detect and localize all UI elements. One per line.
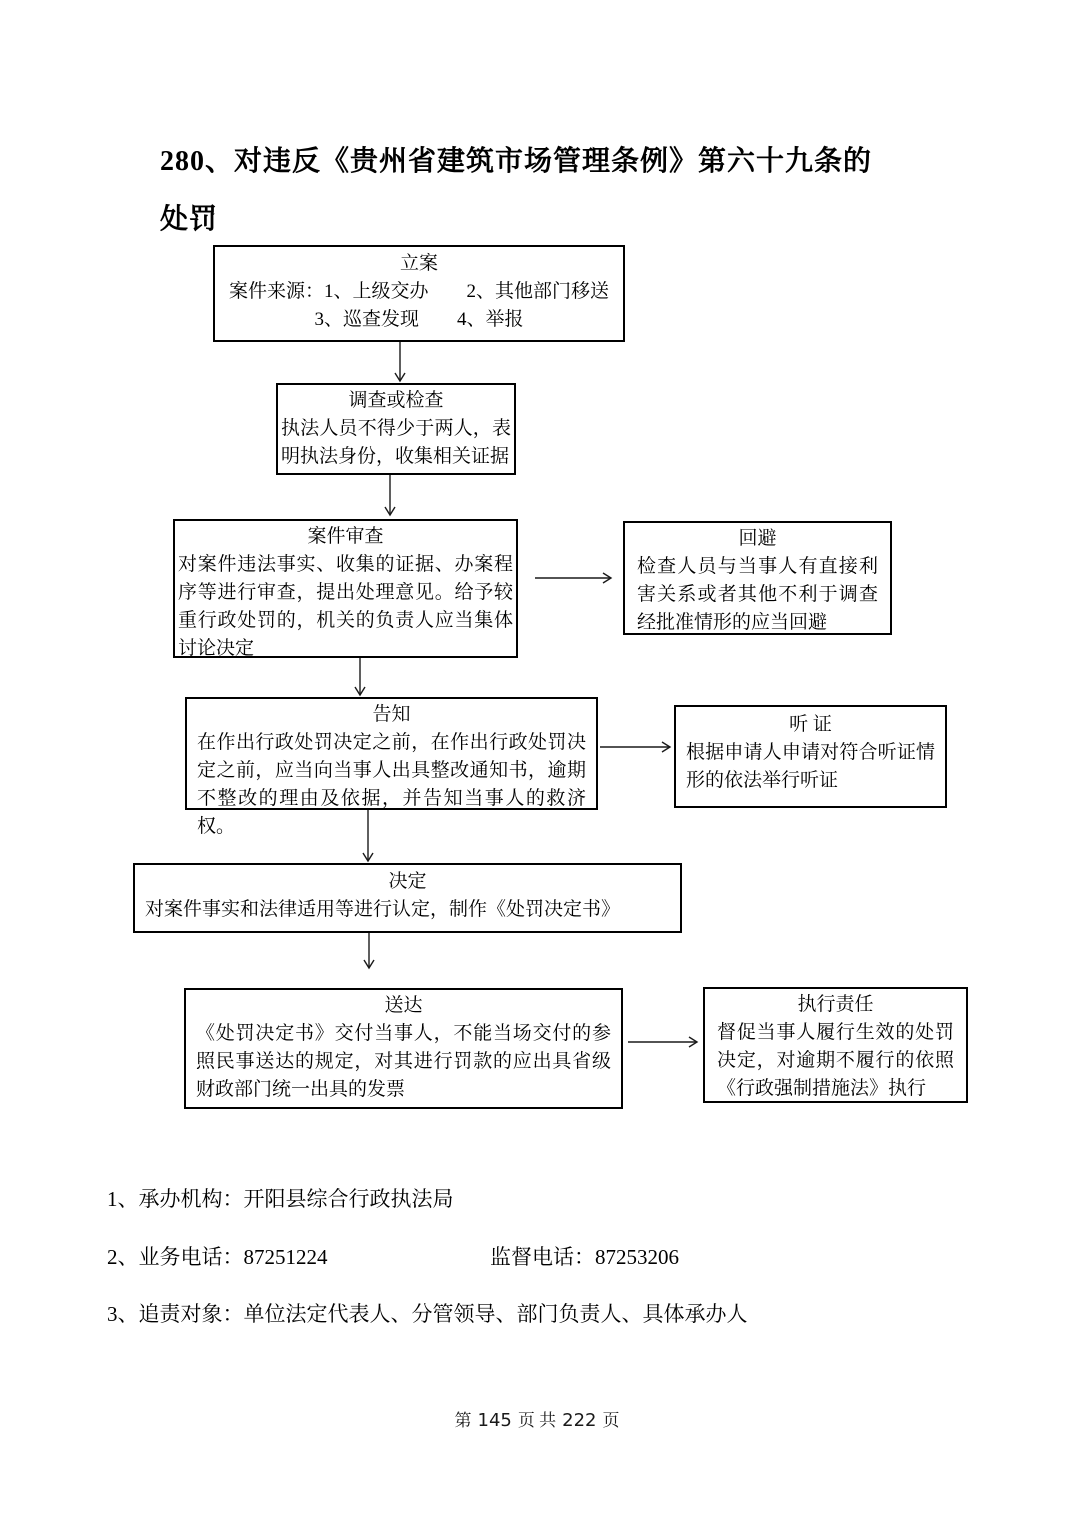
box-body-investigation: 执法人员不得少于两人，表明执法身份，收集相关证据 <box>281 418 511 467</box>
arrow-down-filing-to-investigation-icon <box>393 342 407 383</box>
box-body-recusal: 检查人员与当事人有直接利害关系或者其他不利于调查经批准情形的应当回避 <box>637 556 878 633</box>
flowchart-box-filing <box>213 245 625 342</box>
box-title-filing: 立案 <box>399 253 438 274</box>
flowchart-box-enforcement <box>703 987 968 1103</box>
flowchart-box-investigation <box>276 383 516 475</box>
arrow-right-review-to-recusal-icon <box>535 571 613 585</box>
flowchart-box-notification <box>185 697 598 837</box>
page-number <box>0 1406 1074 1431</box>
arrow-right-delivery-to-enforcement-icon <box>628 1035 699 1049</box>
page-number-suffix: 页 <box>602 1411 620 1430</box>
box-title-case-review: 案件审查 <box>307 526 384 547</box>
flowchart-box-hearing <box>674 705 947 808</box>
flowchart-box-decision <box>133 863 682 933</box>
box-body-case-review: 对案件违法事实、收集的证据、办案程序等进行审查，提出处理意见。给予较重行政处罚的，机关的负责人应当集体讨论决定 <box>178 554 513 659</box>
arrow-down-notification-to-decision-icon <box>361 810 375 863</box>
arrow-down-decision-to-delivery-icon <box>362 933 376 970</box>
page-title: 280、对违反《贵州省建筑市场管理条例》第六十九条的处罚 <box>160 146 873 235</box>
total-page-number: 222 <box>562 1410 597 1431</box>
box-title-delivery: 送达 <box>384 995 423 1016</box>
box-body-enforcement: 督促当事人履行生效的处罚决定，对逾期不履行的依照《行政强制措施法》执行 <box>717 1022 954 1099</box>
arrow-down-investigation-to-review-icon <box>383 475 397 517</box>
current-page-number: 145 <box>477 1410 512 1431</box>
box-title-recusal: 回避 <box>738 528 777 549</box>
box-title-decision: 决定 <box>388 871 427 892</box>
box-body-hearing: 根据申请人申请对符合听证情形的依法举行听证 <box>686 742 935 791</box>
note-accountability: 3、追责对象：单位法定代表人、分管领导、部门负责人、具体承办人 <box>107 1302 748 1326</box>
note-phones <box>107 1244 1027 1270</box>
page-number-middle: 页 共 <box>517 1411 557 1430</box>
note-agency: 1、承办机构：开阳县综合行政执法局 <box>107 1187 454 1211</box>
flowchart-box-case-review <box>173 519 518 658</box>
box-filing-sources-line2: 3、巡查发现 4、举报 <box>314 309 524 330</box>
box-body-decision: 对案件事实和法律适用等进行认定，制作《处罚决定书》 <box>145 899 621 920</box>
page-number-prefix: 第 <box>454 1411 472 1430</box>
box-title-investigation: 调查或检查 <box>348 390 444 411</box>
box-filing-sources-line1: 案件来源：1、上级交办 2、其他部门移送 <box>228 281 609 302</box>
flowchart-box-recusal <box>623 521 892 635</box>
business-phone: 2、业务电话：87251224 <box>107 1245 328 1269</box>
flowchart-box-delivery <box>184 988 623 1109</box>
box-title-notification: 告知 <box>372 704 411 725</box>
arrow-down-review-to-notification-icon <box>353 658 367 697</box>
box-title-enforcement: 执行责任 <box>797 994 874 1015</box>
box-body-delivery: 《处罚决定书》交付当事人，不能当场交付的参照民事送达的规定，对其进行罚款的应出具省级财政部门统一出具的发票 <box>196 1023 611 1100</box>
supervision-phone: 监督电话：87253206 <box>490 1245 679 1269</box>
box-body-notification: 在作出行政处罚决定之前，在作出行政处罚决定之前，应当向当事人出具整改通知书，逾期不整改的理由及依据，并告知当事人的救济权。 <box>197 732 586 837</box>
box-title-hearing: 听 证 <box>789 714 832 735</box>
arrow-right-notification-to-hearing-icon <box>600 740 672 754</box>
